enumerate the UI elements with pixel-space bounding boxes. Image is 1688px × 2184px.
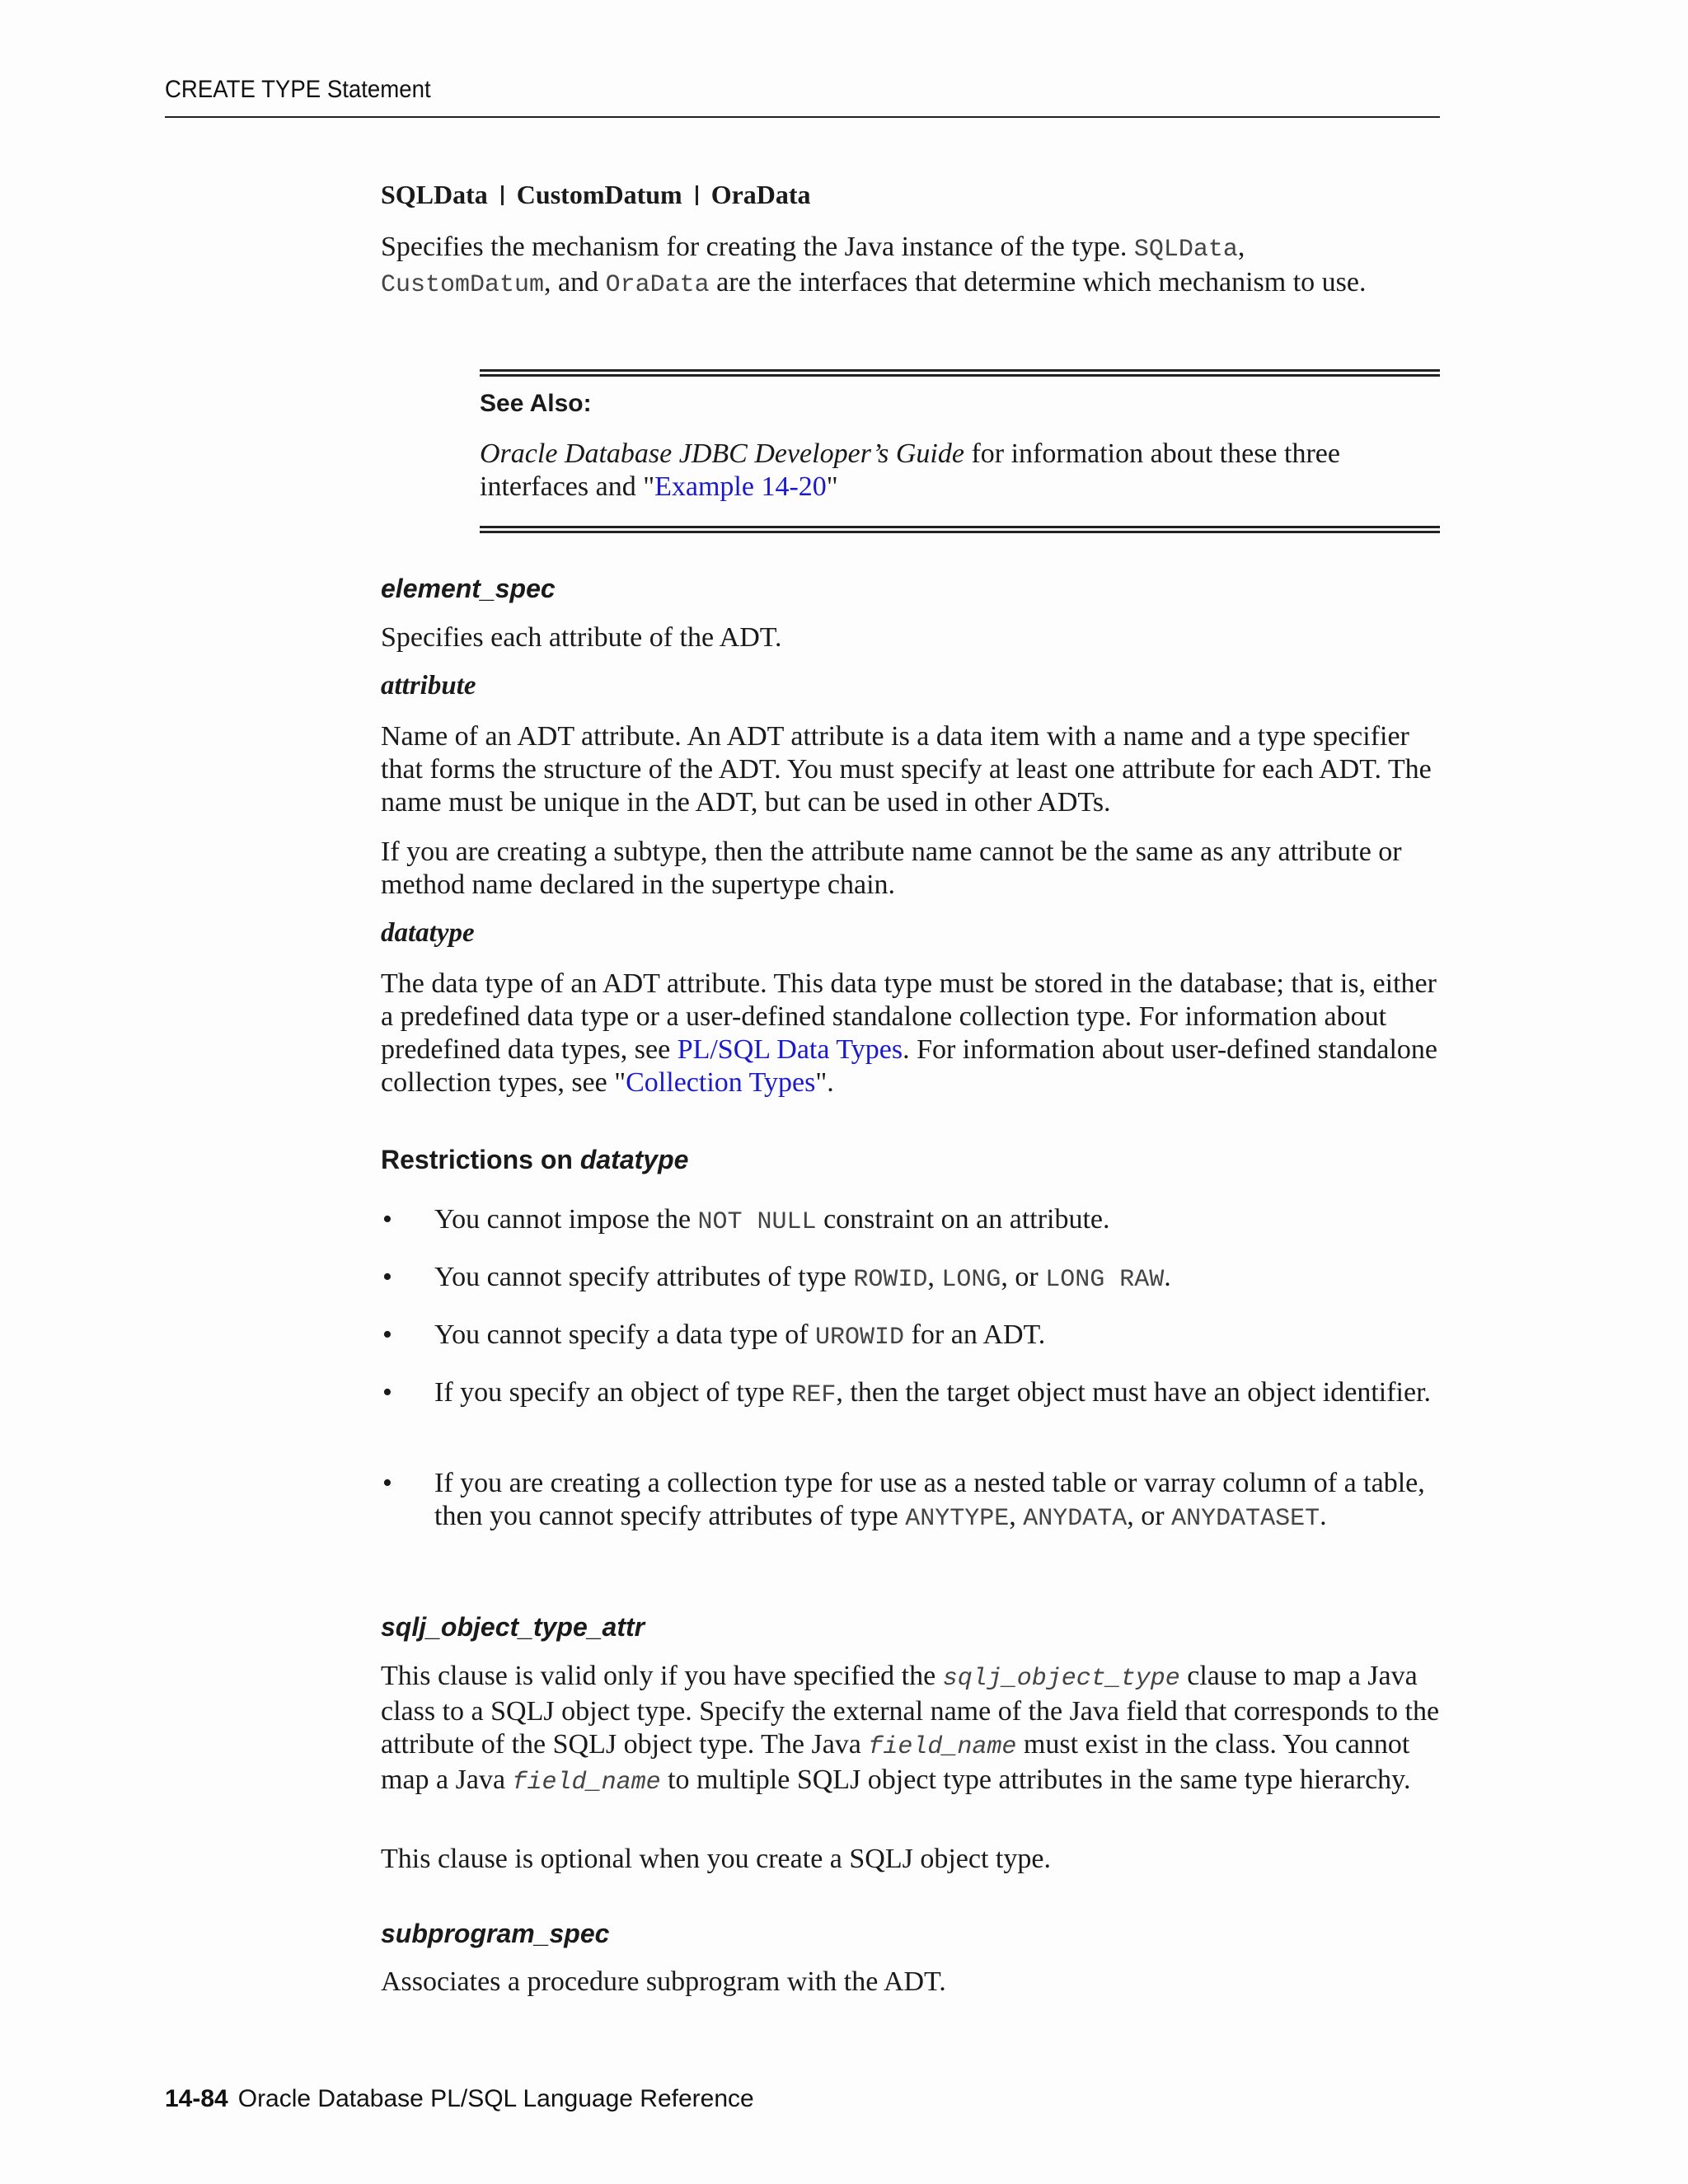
bullet-icon: • [382,1204,392,1235]
code-long-raw: LONG RAW [1045,1266,1165,1294]
code-urowid: UROWID [815,1324,905,1352]
text-run: If you are creating a collection type for use as a nested table or varray column of a table, then you cannot specify attributes of type [434,1468,1425,1531]
text-run: are the interfaces that determine which mechanism to use. [709,267,1367,298]
code-rowid: ROWID [853,1266,928,1294]
separator-bar [696,185,698,205]
restrictions-list [381,1261,1440,1296]
page-number: 14-84 [165,2085,228,2112]
code-field-name: field_name [512,1769,661,1797]
link-plsql-data-types[interactable]: PL/SQL Data Types [677,1034,903,1065]
header-rule [165,116,1440,118]
text-run: , or [1001,1262,1046,1292]
code-anydata: ANYDATA [1023,1505,1128,1533]
restrictions-list [381,1203,1440,1239]
note-bottom-rule [480,526,1440,533]
attribute-paragraph-1: Name of an ADT attribute. An ADT attribute is a data item with a name and a type specifier that forms the structure of the ADT. You must specify at least one attribute for each ADT. The name must be unique in the ADT, but can be used in other ADTs. [381,721,1432,818]
text-run: ". [815,1067,834,1098]
text-run: " [826,471,838,502]
text-run: clause to map a Java class to a SQLJ object type. Specify the external name of the Java field that corresponds to the attribute of the SQLJ object type. The Java [381,1661,1440,1760]
text-run: must exist in the class. You cannot map a Java [381,1729,1410,1795]
code-anydataset: ANYDATASET [1171,1505,1320,1533]
see-also-note [480,390,1440,504]
bullet-icon: • [382,1319,392,1350]
list-item [381,1261,1440,1296]
text-run: , then the target object must have an object identifier. [836,1377,1432,1408]
text-run: If you specify an object of type [434,1377,792,1408]
text-run: You cannot impose the [434,1204,698,1235]
list-item [381,1203,1440,1239]
text-run: Specifies the mechanism for creating the Java instance of the type. [381,232,1134,262]
restrictions-list [381,1467,1440,1535]
text-run: You cannot specify a data type of [434,1319,816,1350]
heading-attribute: attribute [381,671,476,701]
text-run: . For information about user-defined standalone collection types, see " [381,1034,1437,1098]
heading-restrictions [381,1145,1440,1175]
heading-subprogram-spec: subprogram_spec [381,1919,610,1948]
link-example-14-20[interactable]: Example 14-20 [654,471,827,502]
heading-oradata: OraData [710,180,811,209]
code-field-name: field_name [868,1733,1017,1761]
element-spec-desc: Specifies each attribute of the ADT. [381,622,782,653]
text-run: , [927,1262,942,1292]
text-run: . [1320,1501,1327,1531]
code-customdatum: CustomDatum [381,271,545,299]
separator-bar [501,185,504,205]
note-book-title: Oracle Database JDBC Developer’s Guide [480,438,964,469]
text-run: constraint on an attribute. [816,1204,1110,1235]
list-item [381,1376,1440,1412]
datatype-paragraph [381,968,1440,1099]
sqlj-paragraph-2: This clause is optional when you create a SQLJ object type. [381,1844,1051,1874]
text-run: , and [544,267,606,298]
code-long: LONG [941,1266,1001,1294]
bullet-icon: • [382,1468,392,1498]
text-run: You cannot specify attributes of type [434,1262,854,1292]
text-run: , or [1127,1501,1172,1531]
heading-element-spec: element_spec [381,574,556,603]
code-sqlj-object-type: sqlj_object_type [942,1665,1180,1693]
heading-datatype: datatype [381,918,475,948]
heading-sqlj-object-type-attr: sqlj_object_type_attr [381,1612,645,1642]
text-run: This clause is valid only if you have specified the [381,1661,943,1691]
paragraph-mechanism [381,231,1440,302]
bullet-icon: • [382,1262,392,1292]
code-anytype: ANYTYPE [905,1505,1010,1533]
page-footer [165,2085,754,2113]
list-item [381,1467,1440,1535]
code-not-null: NOT NULL [697,1208,817,1236]
book-title: Oracle Database PL/SQL Language Reference [237,2085,754,2112]
list-item [381,1319,1440,1354]
note-title: See Also: [480,390,592,417]
attribute-paragraph-2: If you are creating a subtype, then the attribute name cannot be the same as any attribute or method name declared in the supertype chain. [381,837,1402,900]
text-run: for information about these three interfaces and " [480,438,1340,502]
restrictions-list [381,1319,1440,1354]
code-ref: REF [791,1381,837,1409]
text-run: to multiple SQLJ object type attributes in the same type hierarchy. [660,1765,1411,1795]
heading-term: datatype [579,1145,689,1174]
text-run: , [1009,1501,1024,1531]
text-run: The data type of an ADT attribute. This data type must be stored in the database; that is, either a predefined data type or a user-defined standalone collection type. For information about predefined data types, see [381,968,1437,1065]
code-oradata: OraData [605,271,710,299]
section-heading-sqldata [381,180,1440,210]
bullet-icon: • [382,1377,392,1408]
text-run: . [1164,1262,1171,1292]
text-run: for an ADT. [904,1319,1046,1350]
link-collection-types[interactable]: Collection Types [626,1067,816,1098]
heading-customdatum: CustomDatum [516,180,682,209]
heading-sqldata: SQLData [381,180,488,209]
restrictions-list [381,1376,1440,1412]
running-header: CREATE TYPE Statement [165,76,431,103]
code-sqldata: SQLData [1133,236,1238,264]
subprogram-desc: Associates a procedure subprogram with the ADT. [381,1966,946,1997]
sqlj-paragraph [381,1660,1440,1799]
note-top-rule [480,369,1440,377]
text-run: Restrictions on [381,1145,580,1174]
text-run: , [1237,232,1245,262]
